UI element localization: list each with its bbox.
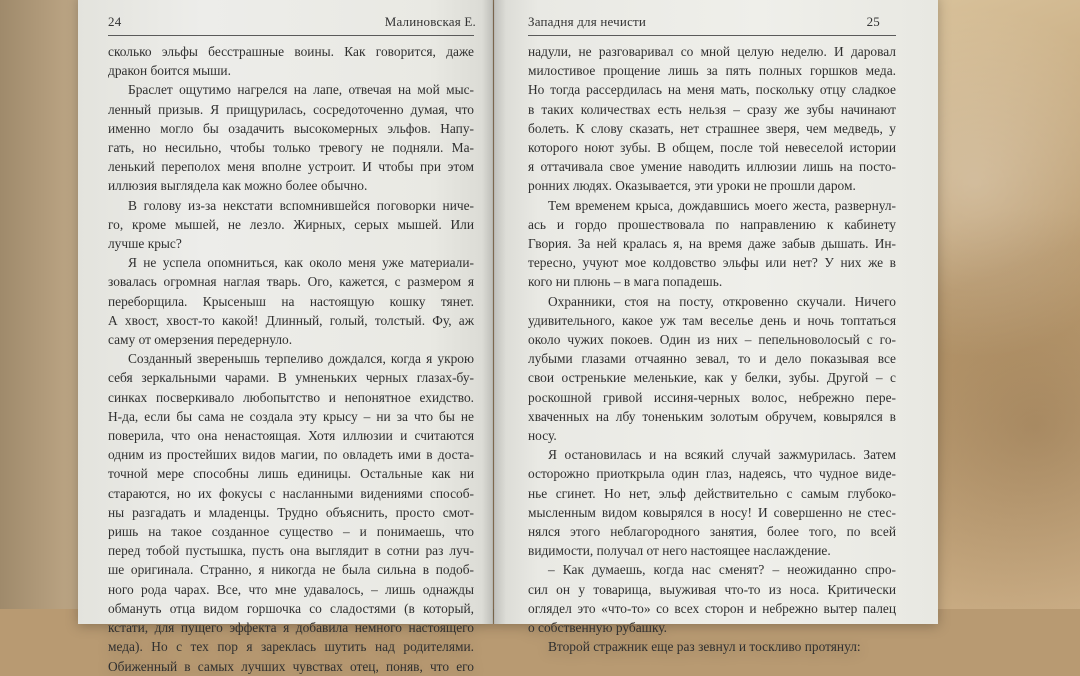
text-line: которого ноют зубы. В общем, после той невеселой истории xyxy=(528,140,896,156)
text-line: именно могло бы озадачить высокомерных эльфов. Напу- xyxy=(108,120,474,136)
table-surface-left xyxy=(0,0,80,609)
text-line: роскошной гривой иссиня-черных волос, небрежно пере- xyxy=(528,389,896,405)
text-line: Я не успела опомниться, как около меня уже материали- xyxy=(128,255,474,271)
left-page-text xyxy=(108,42,474,676)
open-book xyxy=(78,0,938,674)
text-line: зовалась огромная наглая тварь. Ого, кажется, с размером я xyxy=(108,274,474,290)
marble-table-surface xyxy=(930,0,1080,609)
text-line: обмануть отца видом горшочка со сладостями (в который, xyxy=(108,600,474,616)
text-line: гать, но несильно, чтобы только тревогу не подняли. Ма- xyxy=(108,140,474,156)
text-line: ного рода чарах. Все, что мне удавалось, – лишь однажды xyxy=(108,581,474,597)
text-line: надули, не разговаривал со мной целую неделю. И даровал xyxy=(528,44,896,59)
text-line: В голову из-за некстати вспомнившейся поговорки ниче- xyxy=(128,197,474,213)
text-line: Охранники, стоя на посту, откровенно скучали. Ничего xyxy=(548,293,896,309)
text-line: нялся этого неблагородного занятия, более того, по всей xyxy=(528,524,896,540)
text-line: саму от омерзения передернуло. xyxy=(108,332,293,348)
text-line: Созданный зверенышь терпеливо дождался, когда я укрою xyxy=(128,351,474,367)
text-line: перед тобой пустышка, пусть она выглядит в сотни раз луч- xyxy=(108,543,474,559)
text-line: Браслет ощутимо нагрелся на лапе, отвечая на мой мыс- xyxy=(128,82,474,98)
text-line: Н-да, если бы сама не создала эту крысу – ни за что бы не xyxy=(108,408,474,424)
text-line: сил он у товарища, выуживая что-то из носа. Критически xyxy=(528,581,896,597)
text-line: ленький переполох меня вполне устроит. И чтобы при этом xyxy=(108,159,474,175)
text-line: ась и гордо прошествовала по направлению к кабинету xyxy=(528,216,896,232)
text-line: ленный призыв. Я прищурилась, сосредоточенно думая, что xyxy=(108,101,474,117)
text-line: свои остренькие меленькие, как у белки, зубы. Другой – с xyxy=(528,370,896,386)
text-line: синках посверкивало любопытство и непонятное ехидство. xyxy=(108,389,474,405)
text-line: Я остановилась и на всякий случай зажмурилась. Затем xyxy=(548,447,896,463)
text-line: иллюзия выглядела как можно более обычно. xyxy=(108,178,368,194)
text-line: болеть. К слову сказать, нет страшнее зверя, чем медведь, у xyxy=(528,120,896,136)
text-line: дракон боится мыши. xyxy=(108,63,231,79)
text-line: кстати, для пущего эффекта я добавила немного настоящего xyxy=(108,620,474,636)
text-line: ришь на такое созданное существо – и понимаешь, что xyxy=(108,524,474,540)
text-line: лучше крыс? xyxy=(108,236,182,252)
left-page-header: Малиновская Е. xyxy=(384,14,476,29)
text-line: нье сгинет. Но нет, эльф действительно с самым глубоко- xyxy=(528,485,896,501)
text-line: точной мере способны лишь единицы. Остальные как ни xyxy=(108,466,474,482)
text-line: видимости, получал от него настоящее наслаждение. xyxy=(528,543,831,559)
text-line: осторожно приоткрыла один глаз, надеясь, что чудное виде- xyxy=(528,466,896,482)
right-page xyxy=(494,0,938,655)
text-line: ны разгадать и младенцы. Трудно объяснить, просто смот- xyxy=(108,504,474,520)
left-page xyxy=(78,0,493,674)
right-page-text xyxy=(528,42,896,657)
right-page-number: 25 xyxy=(866,14,880,29)
text-line: Гвория. За ней кралась я, на время даже забыв дышать. Ин- xyxy=(528,236,896,252)
text-line: около чужих покоев. Один из них – пепельноволосый с го- xyxy=(528,332,896,348)
left-header-rule xyxy=(108,35,474,36)
text-line: себя зеркальными чарами. В умненьких черных глазах-бу- xyxy=(108,370,474,386)
text-line: тересно, учуют мое колдовство эльфы или нет? У них же в xyxy=(528,255,896,271)
text-line: милостивое прощение лишь за пять полных горшков меда. xyxy=(528,63,896,79)
text-line: хваченных на лбу тоненьким золотым обручем, ковырялся в xyxy=(528,408,896,424)
text-line: я оттачивала свое умение наводить иллюзии лишь на посто- xyxy=(528,159,896,175)
right-header-rule xyxy=(528,35,896,36)
text-line: лубыми глазами отчаянно зевал, то и дело показывая все xyxy=(528,351,896,367)
text-line: – Как думаешь, когда нас сменят? – неожиданно спро- xyxy=(548,562,896,578)
text-line: одним из простейших видов магии, по овладеть ими в доста- xyxy=(108,447,474,463)
text-line: переборщила. Крысеныш на настоящую кошку тянет. xyxy=(108,293,474,309)
left-page-number: 24 xyxy=(108,14,122,29)
text-line: Второй стражник еще раз зевнул и тоскливо протянул: xyxy=(548,639,861,655)
text-line: Тем временем крыса, дождавшись моего жеста, развернул- xyxy=(548,197,896,213)
text-line: сколько эльфы бесстрашные воины. Как говорится, даже xyxy=(108,44,474,59)
text-line: о собственную рубашку. xyxy=(528,620,667,636)
text-line: го, кроме мышей, не лезло. Жирных, серых мышей. Или xyxy=(108,216,474,232)
text-line: ронних людях. Оказывается, эти уроки не прошли даром. xyxy=(528,178,856,194)
text-line: Обиженный в самых лучших чувствах отец, поняв, что его xyxy=(108,658,474,674)
text-line: поверила, что она ненастоящая. Хотя иллюзии и считаются xyxy=(108,428,474,444)
right-page-header: Западня для нечисти xyxy=(528,14,647,29)
text-line: удивительного, какое уж там веселье день и ночь топтаться xyxy=(528,312,896,328)
text-line: Но тогда рассердилась на меня мать, поскольку отцу сладкое xyxy=(528,82,896,98)
text-line: А хвост, хвост-то какой! Длинный, голый, толстый. Фу, аж xyxy=(108,312,474,328)
text-line: ше оригинала. Странно, я никогда не была сильна в подоб- xyxy=(108,562,474,578)
text-line: в таких количествах есть нельзя – сразу же зубы начинают xyxy=(528,101,896,117)
text-line: носу. xyxy=(528,428,557,444)
text-line: мысленным видом ковырялся в носу! И совершенно не стес- xyxy=(528,504,896,520)
text-line: стараются, но их фокусы с насланными видениями способ- xyxy=(108,485,474,501)
text-line: оглядел это «что-то» со всех сторон и небрежно вытер палец xyxy=(528,600,896,616)
text-line: кого ни плюнь – в мага попадешь. xyxy=(528,274,723,290)
text-line: меда). Но с тех пор я зареклась шутить над родителями. xyxy=(108,639,474,655)
